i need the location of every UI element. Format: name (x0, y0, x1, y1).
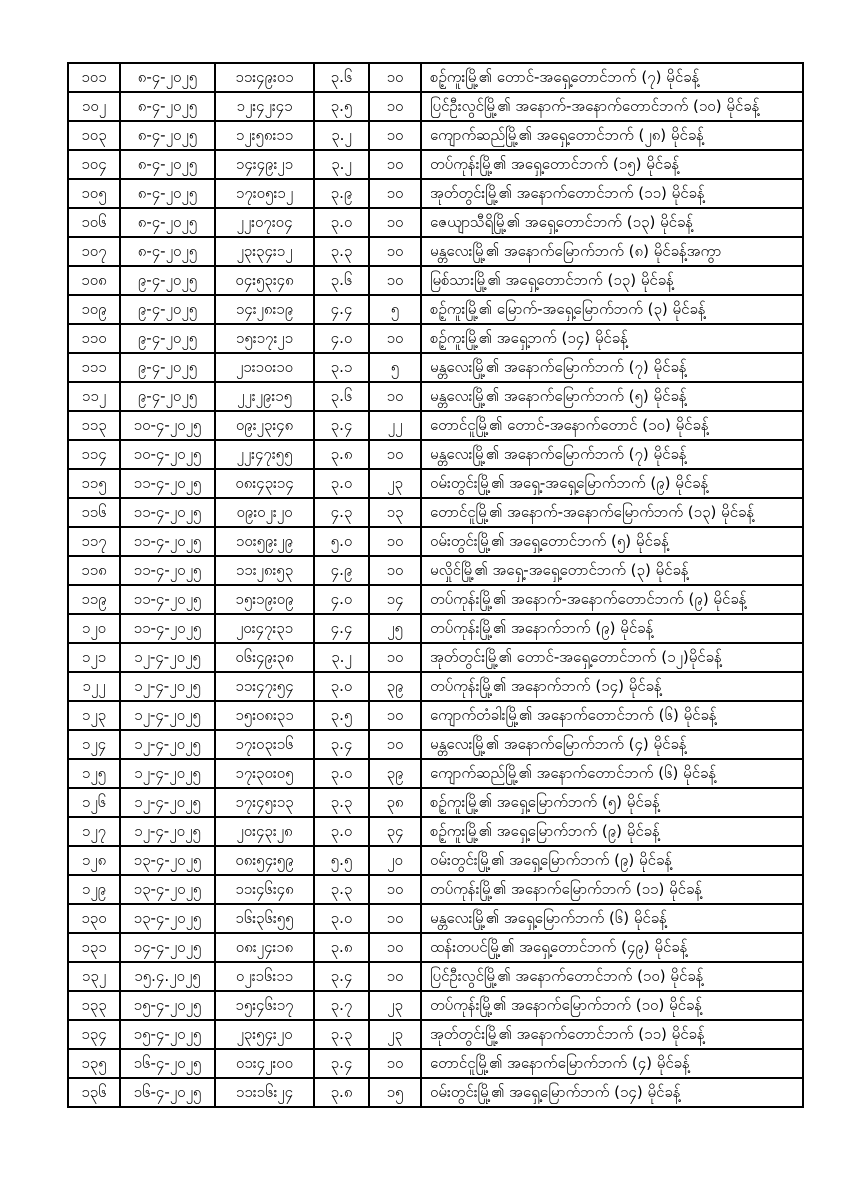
magnitude-cell: ၅.၅ (314, 846, 369, 875)
time-cell: ၁၄း၄၉း၂၁ (215, 150, 314, 179)
time-cell: ၀၈း၂၄း၁၈ (215, 933, 314, 962)
time-cell: ၁၅း၀၈း၃၁ (215, 701, 314, 730)
table-row (68, 121, 803, 150)
time-cell: ၂၀း၄၃း၂၈ (215, 817, 314, 846)
depth-cell: ၁၀ (369, 208, 421, 237)
location-cell: တောင်ငူမြို့၏ တောင်-အနောက်တောင် (၁၀) မိုင်ခန့် (421, 411, 803, 440)
date-cell: ၉-၄-၂၀၂၅ (120, 353, 215, 382)
date-cell: ၁၆-၄-၂၀၂၅ (120, 1078, 215, 1107)
magnitude-cell: ၃.၀ (314, 817, 369, 846)
magnitude-cell: ၃.၄ (314, 1049, 369, 1078)
table-row (68, 1020, 803, 1049)
date-cell: ၁၂-၄-၂၀၂၅ (120, 701, 215, 730)
time-cell: ၁၇း၀၃း၁၆ (215, 730, 314, 759)
serial-number-cell: ၁၀၁ (68, 63, 120, 92)
magnitude-cell: ၄.၀ (314, 585, 369, 614)
serial-number-cell: ၁၁၉ (68, 585, 120, 614)
date-cell: ၁၂-၄-၂၀၂၅ (120, 672, 215, 701)
table-row (68, 875, 803, 904)
serial-number-cell: ၁၂၃ (68, 701, 120, 730)
table-row (68, 295, 803, 324)
time-cell: ၂၁း၁၀း၁၀ (215, 353, 314, 382)
depth-cell: ၁၀ (369, 440, 421, 469)
table-row (68, 1049, 803, 1078)
location-cell: တောင်ငူမြို့၏ အနောက်မြောက်ဘက် (၄) မိုင်ခန့် (421, 1049, 803, 1078)
date-cell: ၁၁-၄-၂၀၂၅ (120, 585, 215, 614)
earthquake-log-table-body (68, 63, 803, 1107)
depth-cell: ၃၈ (369, 788, 421, 817)
table-row (68, 266, 803, 295)
table-row (68, 846, 803, 875)
table-row (68, 92, 803, 121)
serial-number-cell: ၁၁၆ (68, 498, 120, 527)
depth-cell: ၂၂ (369, 411, 421, 440)
magnitude-cell: ၃.၃ (314, 1020, 369, 1049)
date-cell: ၈-၄-၂၀၂၅ (120, 237, 215, 266)
date-cell: ၁၅.၄.၂၀၂၅ (120, 962, 215, 991)
location-cell: ဝမ်းတွင်းမြို့၏ အရှေ့မြောက်ဘက် (၁၄) မိုင်ခန့် (421, 1078, 803, 1107)
date-cell: ၁၁-၄-၂၀၂၅ (120, 527, 215, 556)
depth-cell: ၁၀ (369, 121, 421, 150)
magnitude-cell: ၅.၀ (314, 527, 369, 556)
location-cell: မန္တလေးမြို့၏ အနောက်မြောက်ဘက် (၇) မိုင်ခန့် (421, 440, 803, 469)
depth-cell: ၁၀ (369, 643, 421, 672)
serial-number-cell: ၁၃၀ (68, 904, 120, 933)
depth-cell: ၅ (369, 295, 421, 324)
time-cell: ၁၄း၂၈း၁၉ (215, 295, 314, 324)
location-cell: ထန်းတပင်မြို့၏ အရှေ့တောင်ဘက် (၄၉) မိုင်ခန့် (421, 933, 803, 962)
serial-number-cell: ၁၁၁ (68, 353, 120, 382)
magnitude-cell: ၃.၉ (314, 179, 369, 208)
serial-number-cell: ၁၀၆ (68, 208, 120, 237)
depth-cell: ၁၀ (369, 237, 421, 266)
date-cell: ၉-၄-၂၀၂၅ (120, 382, 215, 411)
time-cell: ၀၉း၀၂း၂၀ (215, 498, 314, 527)
serial-number-cell: ၁၂၇ (68, 817, 120, 846)
depth-cell: ၁၀ (369, 63, 421, 92)
date-cell: ၉-၄-၂၀၂၅ (120, 324, 215, 353)
table-row (68, 324, 803, 353)
table-row (68, 730, 803, 759)
location-cell: ဝမ်းတွင်းမြို့၏ အရှေ့တောင်ဘက် (၅) မိုင်ခန့် (421, 527, 803, 556)
table-row (68, 904, 803, 933)
table-row (68, 759, 803, 788)
table-row (68, 788, 803, 817)
date-cell: ၁၀-၄-၂၀၂၅ (120, 440, 215, 469)
date-cell: ၁၁-၄-၂၀၂၅ (120, 556, 215, 585)
magnitude-cell: ၃.၀ (314, 904, 369, 933)
location-cell: တပ်ကုန်းမြို့၏ အနောက်-အနောက်တောင်ဘက် (၉) မိုင်ခန့် (421, 585, 803, 614)
time-cell: ၁၇း၀၅း၁၂ (215, 179, 314, 208)
time-cell: ၁၁း၄၆း၄၈ (215, 875, 314, 904)
table-row (68, 440, 803, 469)
magnitude-cell: ၃.၂ (314, 643, 369, 672)
serial-number-cell: ၁၂၅ (68, 759, 120, 788)
serial-number-cell: ၁၃၅ (68, 1049, 120, 1078)
depth-cell: ၃၉ (369, 759, 421, 788)
depth-cell: ၁၀ (369, 556, 421, 585)
time-cell: ၁၁း၂၈း၅၃ (215, 556, 314, 585)
magnitude-cell: ၃.၄ (314, 730, 369, 759)
date-cell: ၁၄-၄-၂၀၂၅ (120, 933, 215, 962)
time-cell: ၁၅း၁၉း၀၉ (215, 585, 314, 614)
location-cell: ပြင်ဦးလွင်မြို့၏ အနောက်တောင်ဘက် (၁၀) မိုင်ခန့် (421, 962, 803, 991)
magnitude-cell: ၄.၄ (314, 295, 369, 324)
magnitude-cell: ၄.၄ (314, 614, 369, 643)
depth-cell: ၁၄ (369, 585, 421, 614)
depth-cell: ၁၀ (369, 1049, 421, 1078)
table-row (68, 817, 803, 846)
time-cell: ၁၇း၄၅း၁၃ (215, 788, 314, 817)
table-row (68, 353, 803, 382)
depth-cell: ၁၅ (369, 1078, 421, 1107)
table-row (68, 991, 803, 1020)
depth-cell: ၁၀ (369, 904, 421, 933)
serial-number-cell: ၁၃၁ (68, 933, 120, 962)
magnitude-cell: ၃.၈ (314, 440, 369, 469)
serial-number-cell: ၁၂၈ (68, 846, 120, 875)
location-cell: ဝမ်းတွင်းမြို့၏ အရှေ့-အရှေ့မြောက်ဘက် (၉) မိုင်ခန့် (421, 469, 803, 498)
date-cell: ၁၂-၄-၂၀၂၅ (120, 817, 215, 846)
table-row (68, 411, 803, 440)
depth-cell: ၂၀ (369, 846, 421, 875)
date-cell: ၉-၄-၂၀၂၅ (120, 266, 215, 295)
time-cell: ၁၅း၄၆း၁၇ (215, 991, 314, 1020)
magnitude-cell: ၃.၅ (314, 92, 369, 121)
magnitude-cell: ၃.၆ (314, 266, 369, 295)
time-cell: ၂၃း၃၄း၁၂ (215, 237, 314, 266)
magnitude-cell: ၄.၀ (314, 324, 369, 353)
serial-number-cell: ၁၁၈ (68, 556, 120, 585)
time-cell: ၀၄း၅၃း၄၈ (215, 266, 314, 295)
time-cell: ၂၀း၄၇း၃၁ (215, 614, 314, 643)
location-cell: စဉ့်ကူးမြို့၏ တောင်-အရှေ့တောင်ဘက် (၇) မိုင်ခန့် (421, 63, 803, 92)
serial-number-cell: ၁၃၆ (68, 1078, 120, 1107)
time-cell: ၁၇း၃၀း၀၅ (215, 759, 314, 788)
time-cell: ၁၁း၄၇း၅၄ (215, 672, 314, 701)
table-row (68, 962, 803, 991)
time-cell: ၁၅း၁၇း၂၁ (215, 324, 314, 353)
magnitude-cell: ၃.၇ (314, 991, 369, 1020)
location-cell: တပ်ကုန်းမြို့၏ အရှေ့တောင်ဘက် (၁၅) မိုင်ခန့် (421, 150, 803, 179)
location-cell: စဉ့်ကူးမြို့၏ မြောက်-အရှေ့မြောက်ဘက် (၃) မိုင်ခန့် (421, 295, 803, 324)
table-row (68, 382, 803, 411)
location-cell: စဉ့်ကူးမြို့၏ အရှေ့မြောက်ဘက် (၉) မိုင်ခန့် (421, 817, 803, 846)
table-row (68, 179, 803, 208)
date-cell: ၁၁-၄-၂၀၂၅ (120, 469, 215, 498)
depth-cell: ၁၀ (369, 324, 421, 353)
serial-number-cell: ၁၀၉ (68, 295, 120, 324)
location-cell: တပ်ကုန်းမြို့၏ အနောက်ဘက် (၉) မိုင်ခန့် (421, 614, 803, 643)
depth-cell: ၃၄ (369, 817, 421, 846)
time-cell: ၁၆း၃၆း၅၅ (215, 904, 314, 933)
serial-number-cell: ၁၀၂ (68, 92, 120, 121)
date-cell: ၁၂-၄-၂၀၂၅ (120, 788, 215, 817)
depth-cell: ၂၃ (369, 991, 421, 1020)
serial-number-cell: ၁၀၄ (68, 150, 120, 179)
serial-number-cell: ၁၁၀ (68, 324, 120, 353)
date-cell: ၈-၄-၂၀၂၅ (120, 150, 215, 179)
time-cell: ၀၆း၄၉း၃၈ (215, 643, 314, 672)
location-cell: တပ်ကုန်းမြို့၏ အနောက်မြောက်ဘက် (၁၀) မိုင်ခန့် (421, 991, 803, 1020)
location-cell: မန္တလေးမြို့၏ အနောက်မြောက်ဘက် (၅) မိုင်ခန့် (421, 382, 803, 411)
location-cell: မန္တလေးမြို့၏ အနောက်မြောက်ဘက် (၇) မိုင်ခန့် (421, 353, 803, 382)
table-row (68, 614, 803, 643)
serial-number-cell: ၁၁၅ (68, 469, 120, 498)
date-cell: ၁၅-၄-၂၀၂၅ (120, 1020, 215, 1049)
table-row (68, 237, 803, 266)
date-cell: ၁၀-၄-၂၀၂၅ (120, 411, 215, 440)
table-row (68, 1078, 803, 1107)
depth-cell: ၁၀ (369, 92, 421, 121)
depth-cell: ၁၀ (369, 382, 421, 411)
serial-number-cell: ၁၃၂ (68, 962, 120, 991)
magnitude-cell: ၄.၃ (314, 498, 369, 527)
magnitude-cell: ၃.၀ (314, 672, 369, 701)
depth-cell: ၁၀ (369, 527, 421, 556)
table-row (68, 150, 803, 179)
date-cell: ၈-၄-၂၀၂၅ (120, 92, 215, 121)
location-cell: ကျောက်တံခါးမြို့၏ အနောက်တောင်ဘက် (၆) မိုင်ခန့် (421, 701, 803, 730)
date-cell: ၉-၄-၂၀၂၅ (120, 295, 215, 324)
serial-number-cell: ၁၂၂ (68, 672, 120, 701)
table-row (68, 556, 803, 585)
date-cell: ၁၅-၄-၂၀၂၅ (120, 991, 215, 1020)
time-cell: ၀၁း၄၂း၀၀ (215, 1049, 314, 1078)
time-cell: ၁၁း၁၆း၂၄ (215, 1078, 314, 1107)
serial-number-cell: ၁၁၇ (68, 527, 120, 556)
location-cell: ပြင်ဦးလွင်မြို့၏ အနောက်-အနောက်တောင်ဘက် (၁၀) မိုင်ခန့် (421, 92, 803, 121)
time-cell: ၀၂း၁၆း၁၁ (215, 962, 314, 991)
serial-number-cell: ၁၀၇ (68, 237, 120, 266)
serial-number-cell: ၁၀၃ (68, 121, 120, 150)
depth-cell: ၁၀ (369, 266, 421, 295)
magnitude-cell: ၃.၃ (314, 875, 369, 904)
time-cell: ၀၈း၅၄း၅၉ (215, 846, 314, 875)
depth-cell: ၅ (369, 353, 421, 382)
magnitude-cell: ၃.၄ (314, 962, 369, 991)
depth-cell: ၁၀ (369, 701, 421, 730)
date-cell: ၈-၄-၂၀၂၅ (120, 63, 215, 92)
location-cell: မန္တလေးမြို့၏ အနောက်မြောက်ဘက် (၈) မိုင်ခန့်အကွာ (421, 237, 803, 266)
date-cell: ၈-၄-၂၀၂၅ (120, 121, 215, 150)
location-cell: စဉ့်ကူးမြို့၏ အရှေ့ဘက် (၁၄) မိုင်ခန့် (421, 324, 803, 353)
depth-cell: ၂၅ (369, 614, 421, 643)
serial-number-cell: ၁၀၈ (68, 266, 120, 295)
depth-cell: ၂၃ (369, 1020, 421, 1049)
date-cell: ၁၂-၄-၂၀၂၅ (120, 643, 215, 672)
table-row (68, 527, 803, 556)
magnitude-cell: ၃.၈ (314, 1078, 369, 1107)
time-cell: ၂၂း၂၉း၁၅ (215, 382, 314, 411)
magnitude-cell: ၃.၈ (314, 933, 369, 962)
earthquake-log-table (67, 62, 804, 1108)
table-row (68, 469, 803, 498)
table-row (68, 933, 803, 962)
date-cell: ၁၂-၄-၂၀၂၅ (120, 759, 215, 788)
serial-number-cell: ၁၃၄ (68, 1020, 120, 1049)
depth-cell: ၁၀ (369, 730, 421, 759)
serial-number-cell: ၁၃၃ (68, 991, 120, 1020)
table-row (68, 63, 803, 92)
time-cell: ၂၂း၄၇း၅၅ (215, 440, 314, 469)
serial-number-cell: ၁၂၀ (68, 614, 120, 643)
magnitude-cell: ၃.၂ (314, 121, 369, 150)
depth-cell: ၁၀ (369, 150, 421, 179)
magnitude-cell: ၃.၃ (314, 788, 369, 817)
magnitude-cell: ၃.၀ (314, 469, 369, 498)
date-cell: ၁၆-၄-၂၀၂၅ (120, 1049, 215, 1078)
table-row (68, 498, 803, 527)
location-cell: တပ်ကုန်းမြို့၏ အနောက်ဘက် (၁၄) မိုင်ခန့် (421, 672, 803, 701)
location-cell: ကျောက်ဆည်မြို့၏ အနောက်တောင်ဘက် (၆) မိုင်ခန့် (421, 759, 803, 788)
location-cell: ဇေယျာသီရိမြို့၏ အရှေ့တောင်ဘက် (၁၃) မိုင်ခန့် (421, 208, 803, 237)
location-cell: မန္တလေးမြို့၏ အနောက်မြောက်ဘက် (၄) မိုင်ခန့် (421, 730, 803, 759)
table-row (68, 643, 803, 672)
depth-cell: ၂၃ (369, 469, 421, 498)
serial-number-cell: ၁၁၄ (68, 440, 120, 469)
depth-cell: ၁၀ (369, 962, 421, 991)
magnitude-cell: ၃.၄ (314, 411, 369, 440)
table-row (68, 672, 803, 701)
date-cell: ၈-၄-၂၀၂၅ (120, 179, 215, 208)
serial-number-cell: ၁၀၅ (68, 179, 120, 208)
magnitude-cell: ၃.၀ (314, 208, 369, 237)
time-cell: ၂၃း၅၄း၂၀ (215, 1020, 314, 1049)
date-cell: ၁၃-၄-၂၀၂၅ (120, 875, 215, 904)
magnitude-cell: ၃.၃ (314, 237, 369, 266)
date-cell: ၁၃-၄-၂၀၂၅ (120, 846, 215, 875)
magnitude-cell: ၃.၆ (314, 63, 369, 92)
depth-cell: ၃၉ (369, 672, 421, 701)
date-cell: ၁၁-၄-၂၀၂၅ (120, 498, 215, 527)
depth-cell: ၁၀ (369, 179, 421, 208)
time-cell: ၁၂း၅၈း၁၁ (215, 121, 314, 150)
location-cell: အုတ်တွင်းမြို့၏ အနောက်တောင်ဘက် (၁၁) မိုင်ခန့် (421, 179, 803, 208)
depth-cell: ၁၀ (369, 875, 421, 904)
serial-number-cell: ၁၂၆ (68, 788, 120, 817)
location-cell: ကျောက်ဆည်မြို့၏ အရှေ့တောင်ဘက် (၂၈) မိုင်ခန့် (421, 121, 803, 150)
table-row (68, 585, 803, 614)
magnitude-cell: ၃.၅ (314, 701, 369, 730)
time-cell: ၂၂း၀၇း၀၄ (215, 208, 314, 237)
serial-number-cell: ၁၁၃ (68, 411, 120, 440)
location-cell: အုတ်တွင်းမြို့၏ တောင်-အရှေ့တောင်ဘက် (၁၂)မိုင်ခန့် (421, 643, 803, 672)
location-cell: ဝမ်းတွင်းမြို့၏ အရှေ့မြောက်ဘက် (၉) မိုင်ခန့် (421, 846, 803, 875)
magnitude-cell: ၃.၀ (314, 759, 369, 788)
serial-number-cell: ၁၂၉ (68, 875, 120, 904)
magnitude-cell: ၄.၉ (314, 556, 369, 585)
magnitude-cell: ၃.၆ (314, 382, 369, 411)
location-cell: မြစ်သားမြို့၏ အရှေ့တောင်ဘက် (၁၃) မိုင်ခန့် (421, 266, 803, 295)
magnitude-cell: ၃.၂ (314, 150, 369, 179)
date-cell: ၁၁-၄-၂၀၂၅ (120, 614, 215, 643)
time-cell: ၁၀း၅၉း၂၉ (215, 527, 314, 556)
table-row (68, 701, 803, 730)
location-cell: မလှိုင်မြို့၏ အရှေ့-အရှေ့တောင်ဘက် (၃) မိုင်ခန့် (421, 556, 803, 585)
location-cell: စဉ့်ကူးမြို့၏ အရှေ့မြောက်ဘက် (၅) မိုင်ခန့် (421, 788, 803, 817)
time-cell: ၀၈း၄၃း၁၄ (215, 469, 314, 498)
time-cell: ၁၁း၄၉း၀၁ (215, 63, 314, 92)
serial-number-cell: ၁၂၁ (68, 643, 120, 672)
date-cell: ၈-၄-၂၀၂၅ (120, 208, 215, 237)
location-cell: အုတ်တွင်းမြို့၏ အနောက်တောင်ဘက် (၁၁) မိုင်ခန့် (421, 1020, 803, 1049)
location-cell: တပ်ကုန်းမြို့၏ အနောက်မြောက်ဘက် (၁၁) မိုင်ခန့် (421, 875, 803, 904)
depth-cell: ၁၃ (369, 498, 421, 527)
depth-cell: ၁၀ (369, 933, 421, 962)
magnitude-cell: ၃.၁ (314, 353, 369, 382)
serial-number-cell: ၁၁၂ (68, 382, 120, 411)
date-cell: ၁၃-၄-၂၀၂၅ (120, 904, 215, 933)
location-cell: တောင်ငူမြို့၏ အနောက်-အနောက်မြောက်ဘက် (၁၃) မိုင်ခန့် (421, 498, 803, 527)
table-row (68, 208, 803, 237)
location-cell: မန္တလေးမြို့၏ အရှေ့မြောက်ဘက် (၆) မိုင်ခန့် (421, 904, 803, 933)
time-cell: ၁၂း၄၂း၄၁ (215, 92, 314, 121)
time-cell: ၀၉း၂၃း၄၈ (215, 411, 314, 440)
date-cell: ၁၂-၄-၂၀၂၅ (120, 730, 215, 759)
serial-number-cell: ၁၂၄ (68, 730, 120, 759)
